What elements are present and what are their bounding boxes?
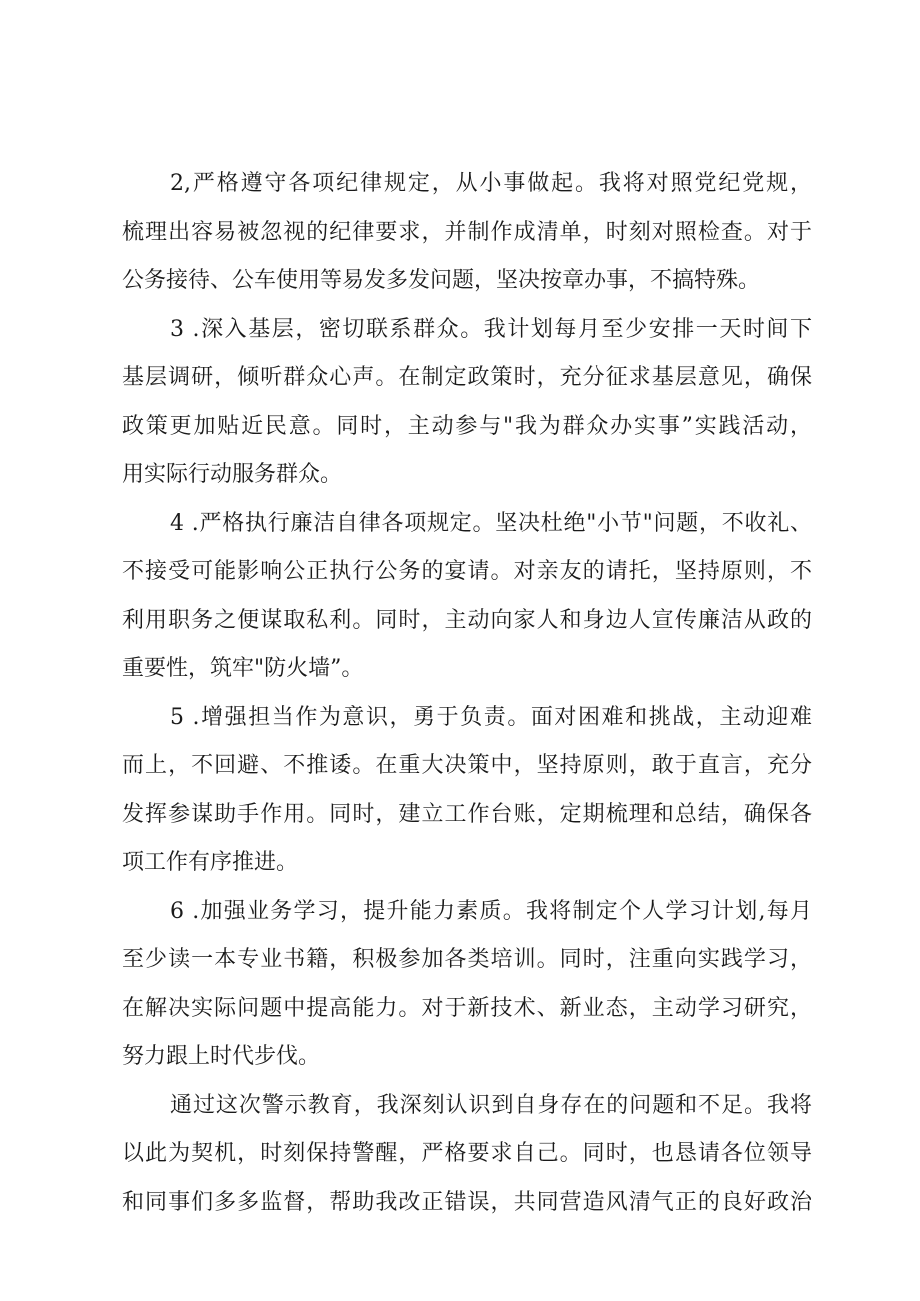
text-line: 政策更加贴近民意。同时，主动参与"我为群众办实事”实践活动， (122, 413, 812, 439)
text-line: 梳理出容易被忽视的纪律要求，并制作成清单，时刻对照检查。对于 (122, 219, 812, 245)
text-line: 3 .深入基层，密切联系群众。我计划每月至少安排一天时间下 (170, 316, 812, 342)
text-line: 利用职务之便谋取私利。同时，主动向家人和身边人宣传廉洁从政的 (122, 607, 812, 633)
text-line: 基层调研，倾听群众心声。在制定政策时，充分征求基层意见，确保 (122, 365, 812, 390)
text-line: 而上，不回避、不推诿。在重大决策中，坚持原则，敢于直言，充分 (122, 753, 812, 778)
paragraph-grassroots (122, 306, 812, 500)
paragraph-conclusion (122, 1082, 812, 1228)
paragraph-discipline (122, 160, 812, 306)
text-line: 在解决实际问题中提高能力。对于新技术、新业态，主动学习研究， (122, 995, 812, 1021)
text-line: 4 .严格执行廉洁自律各项规定。坚决杜绝"小节"问题，不收礼、 (170, 510, 812, 536)
text-line: 不接受可能影响公正执行公务的宴请。对亲友的请托，坚持原则，不 (122, 559, 812, 584)
text-line: 2,严格遵守各项纪律规定，从小事做起。我将对照党纪党规， (170, 171, 812, 196)
text-line: 通过这次警示教育，我深刻认识到自身存在的问题和不足。我将 (170, 1092, 812, 1118)
paragraph-integrity (122, 500, 812, 694)
paragraph-responsibility (122, 694, 812, 888)
text-line: 5 .增强担当作为意识，勇于负责。面对困难和挑战，主动迎难 (170, 704, 812, 730)
text-line: 发挥参谋助手作用。同时，建立工作台账，定期梳理和总结，确保各 (122, 801, 812, 827)
text-line: 项工作有序推进。 (122, 850, 299, 875)
text-line: 重要性，筑牢"防火墙”。 (122, 656, 364, 681)
text-line: 和同事们多多监督，帮助我改正错误，共同营造风清气正的良好政治 (122, 1189, 812, 1215)
paragraph-learning (122, 888, 812, 1082)
text-line: 以此为契机，时刻保持警醒，严格要求自己。同时，也恳请各位领导 (122, 1141, 812, 1166)
text-line: 公务接待、公车使用等易发多发问题，坚决按章办事，不搞特殊。 (122, 268, 761, 293)
text-line: 用实际行动服务群众。 (122, 462, 343, 487)
text-line: 6 .加强业务学习，提升能力素质。我将制定个人学习计划,每月 (170, 898, 812, 924)
document-body (122, 160, 812, 1227)
text-line: 努力跟上时代步伐。 (122, 1044, 321, 1069)
text-line: 至少读一本专业书籍，积极参加各类培训。同时，注重向实践学习， (122, 947, 812, 972)
